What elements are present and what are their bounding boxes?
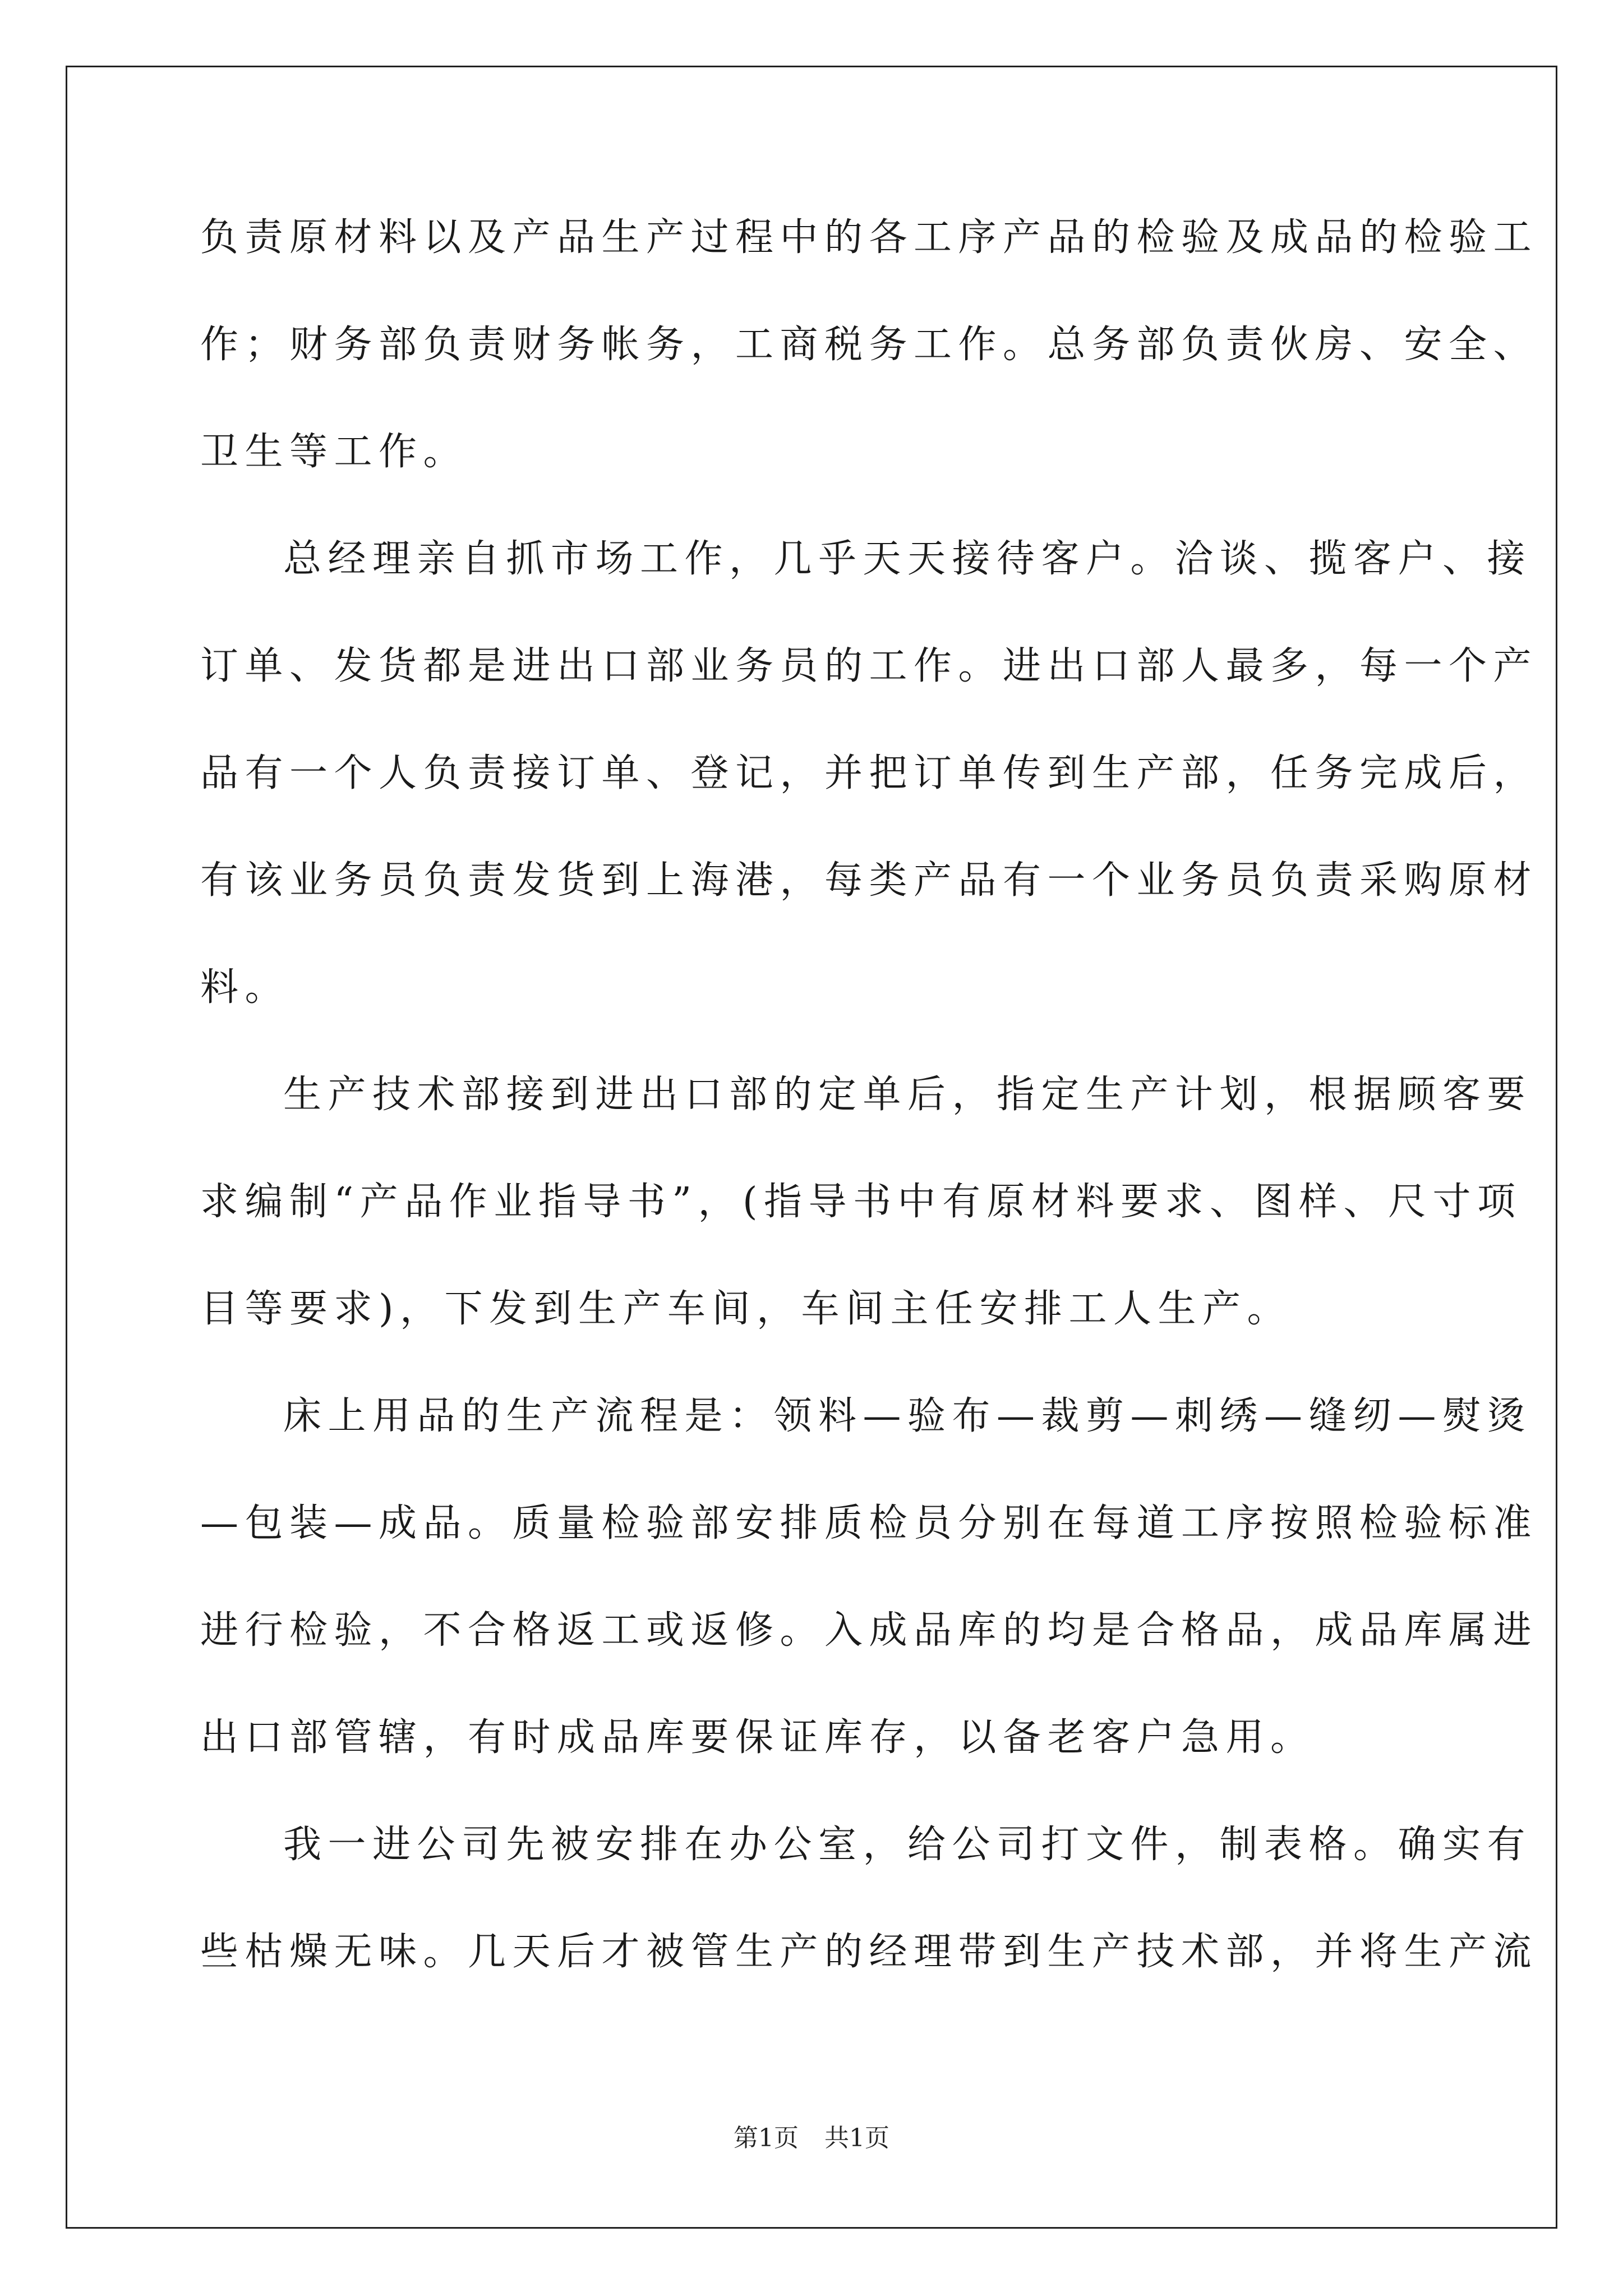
text-line: 作；财务部负责财务帐务，工商税务工作。总务部负责伙房、安全、 [200, 323, 1538, 367]
text-line: 有该业务员负责发货到上海港，每类产品有一个业务员负责采购原材 [200, 858, 1538, 903]
page-number: 第1页 [734, 2124, 799, 2152]
page-footer [0, 2118, 1623, 2154]
text-line: 订单、发货都是进出口部业务员的工作。进出口部人最多，每一个产 [200, 644, 1538, 688]
text-line: 生产技术部接到进出口部的定单后，指定生产计划，根据顾客要 [283, 1073, 1532, 1117]
text-line: 些枯燥无味。几天后才被管生产的经理带到生产技术部，并将生产流 [200, 1930, 1538, 1974]
text-line: 出口部管辖，有时成品库要保证库存，以备老客户急用。 [200, 1715, 1315, 1760]
text-line: 卫生等工作。 [200, 430, 468, 474]
text-line: 总经理亲自抓市场工作，几乎天天接待客户。洽谈、揽客户、接 [283, 537, 1532, 581]
text-line: 负责原材料以及产品生产过程中的各工序产品的检验及成品的检验工 [200, 215, 1538, 260]
text-line: 料。 [200, 965, 290, 1010]
document-body [200, 199, 1538, 2021]
text-line: 品有一个人负责接订单、登记，并把订单传到生产部，任务完成后， [200, 751, 1538, 795]
text-line: 进行检验，不合格返工或返修。入成品库的均是合格品，成品库属进 [200, 1608, 1538, 1653]
text-line: 我一进公司先被安排在办公室，给公司打文件，制表格。确实有 [283, 1823, 1532, 1867]
text-line: —包装—成品。质量检验部安排质检员分别在每道工序按照检验标准 [200, 1501, 1538, 1545]
text-line: 求编制“产品作业指导书”，(指导书中有原材料要求、图样、尺寸项 [200, 1180, 1522, 1224]
page-total: 共1页 [824, 2124, 889, 2152]
text-line: 目等要求)，下发到生产车间，车间主任安排工人生产。 [200, 1287, 1292, 1331]
text-line: 床上用品的生产流程是：领料—验布—裁剪—刺绣—缝纫—熨烫 [283, 1394, 1532, 1438]
